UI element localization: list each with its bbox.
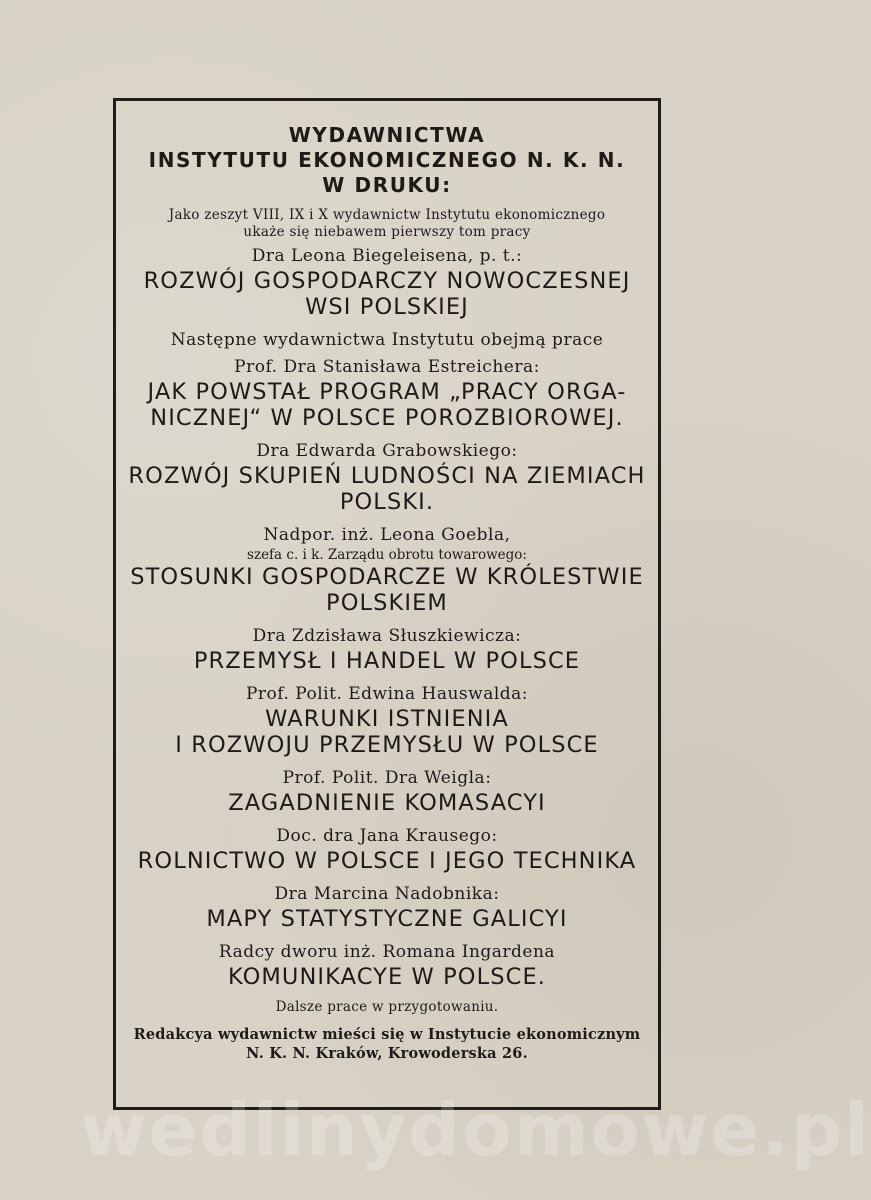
header-line-3: W DRUKU: [322, 173, 452, 197]
work-title: KOMUNIKACYE W POLSCE. [227, 964, 547, 990]
header-line-1: WYDAWNICTWA [288, 123, 486, 147]
work-title: ROZWÓJ GOSPODARCZY NOWOCZESNEJ [143, 268, 631, 294]
work-author: Prof. Dra Stanisława Estreichera: [234, 357, 540, 377]
work-author: Dra Edwarda Grabowskiego: [256, 441, 518, 461]
further-note: Dalsze prace w przygotowaniu. [275, 999, 499, 1015]
page-frame [113, 98, 661, 1110]
work-author: Prof. Polit. Dra Weigla: [282, 768, 492, 788]
work-title: JAK POWSTAŁ PROGRAM „PRACY ORGA- [147, 379, 627, 405]
work-title: POLSKI. [339, 489, 435, 515]
page-content [116, 123, 658, 1063]
work-title: WARUNKI ISTNIENIA [265, 706, 509, 732]
work-title: POLSKIEM [326, 590, 448, 616]
footer-line-2: N. K. N. Kraków, Krowoderska 26. [246, 1045, 528, 1062]
work-author: Dra Marcina Nadobnika: [274, 884, 500, 904]
intro-line-1: Jako zeszyt VIII, IX i X wydawnictw Instytutu ekonomicznego [168, 207, 606, 223]
next-note: Następne wydawnictwa Instytutu obejmą prace [170, 330, 604, 350]
watermark: wedlinydomowe.pl [80, 1088, 871, 1172]
work-title: MAPY STATYSTYCZNE GALICYI [206, 906, 568, 932]
work-title: I ROZWOJU PRZEMYSŁU W POLSCE [175, 732, 599, 758]
work-title: ROLNICTWO W POLSCE I JEGO TECHNIKA [137, 848, 637, 874]
work-title: ROZWÓJ SKUPIEŃ LUDNOŚCI NA ZIEMIACH [128, 463, 646, 489]
work-author: Dra Leona Biegeleisena, p. t.: [251, 246, 523, 266]
work-author: Dra Zdzisława Słuszkiewicza: [252, 626, 522, 646]
header-line-2: INSTYTUTU EKONOMICZNEGO N. K. N. [148, 148, 626, 172]
work-title: STOSUNKI GOSPODARCZE W KRÓLESTWIE [130, 564, 644, 590]
work-author: Nadpor. inż. Leona Goebla, [263, 525, 511, 545]
work-title: WSI POLSKIEJ [305, 294, 469, 320]
work-title: NICZNEJ“ W POLSCE POROZBIOROWEJ. [150, 405, 624, 431]
work-title: ZAGADNIENIE KOMASACYI [228, 790, 546, 816]
work-author: Doc. dra Jana Krausego: [276, 826, 498, 846]
work-title: PRZEMYSŁ I HANDEL W POLSCE [193, 648, 581, 674]
footer-line-1: Redakcya wydawnictw mieści się w Instytucie ekonomicznym [133, 1026, 641, 1043]
work-author: Radcy dworu inż. Romana Ingardena [218, 942, 556, 962]
intro-line-2: ukaże się niebawem pierwszy tom pracy [243, 224, 531, 240]
work-author-subtitle: szefa c. i k. Zarządu obrotu towarowego: [247, 547, 527, 563]
work-author: Prof. Polit. Edwina Hauswalda: [245, 684, 529, 704]
